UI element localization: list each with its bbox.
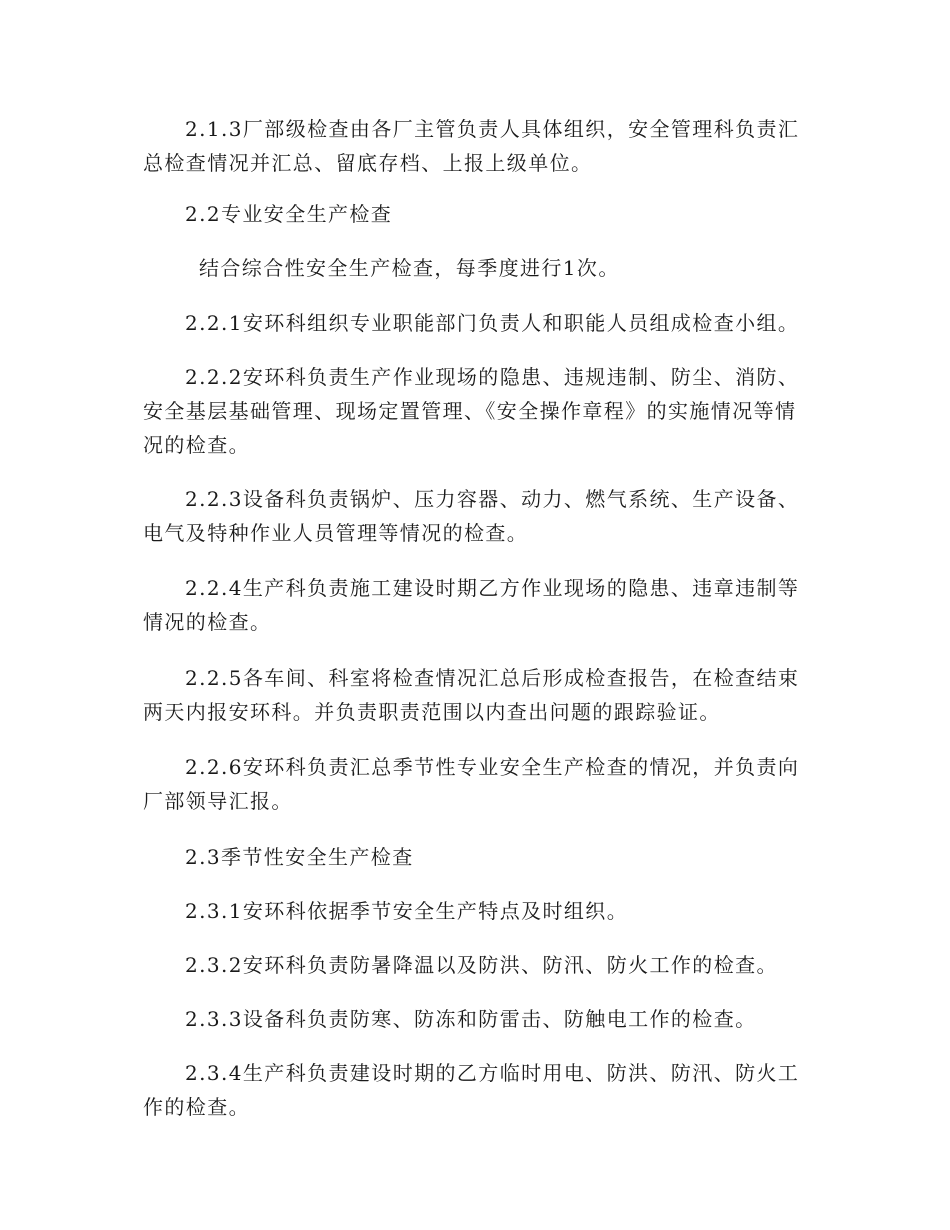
paragraph-2-3-4: 2.3.4生产科负责建设时期的乙方临时用电、防洪、防汛、防火工作的检查。 bbox=[143, 1061, 800, 1119]
heading-2-3: 2.3季节性安全生产检查 bbox=[185, 845, 414, 869]
paragraph-2-2-intro: 结合综合性安全生产检查，每季度进行1次。 bbox=[199, 256, 620, 280]
paragraph-2-2-2: 2.2.2安环科负责生产作业现场的隐患、违规违制、防尘、消防、安全基层基础管理、现场定置管理、《安全操作章程》的实施情况等情况的检查。 bbox=[143, 365, 800, 457]
paragraph-2-2-3: 2.2.3设备科负责锅炉、压力容器、动力、燃气系统、生产设备、电气及特种作业人员管理等情况的检查。 bbox=[143, 487, 800, 545]
paragraph-2-2-1: 2.2.1安环科组织专业职能部门负责人和职能人员组成检查小组。 bbox=[185, 311, 800, 335]
heading-2-2: 2.2专业安全生产检查 bbox=[185, 202, 393, 226]
paragraph-2-3-1: 2.3.1安环科依据季节安全生产特点及时组织。 bbox=[185, 899, 629, 923]
paragraph-2-2-5: 2.2.5各车间、科室将检查情况汇总后形成检查报告，在检查结束两天内报安环科。并负责职责范围以内查出问题的跟踪验证。 bbox=[143, 666, 800, 724]
paragraph-2-3-3: 2.3.3设备科负责防寒、防冻和防雷击、防触电工作的检查。 bbox=[185, 1007, 757, 1031]
paragraph-2-1-3: 2.1.3厂部级检查由各厂主管负责人具体组织，安全管理科负责汇总检查情况并汇总、留底存档、上报上级单位。 bbox=[143, 117, 800, 175]
paragraph-2-3-2: 2.3.2安环科负责防暑降温以及防洪、防汛、防火工作的检查。 bbox=[185, 953, 778, 977]
paragraph-2-2-6: 2.2.6安环科负责汇总季节性专业安全生产检查的情况，并负责向厂部领导汇报。 bbox=[143, 755, 800, 813]
paragraph-2-2-4: 2.2.4生产科负责施工建设时期乙方作业现场的隐患、违章违制等情况的检查。 bbox=[143, 576, 800, 634]
